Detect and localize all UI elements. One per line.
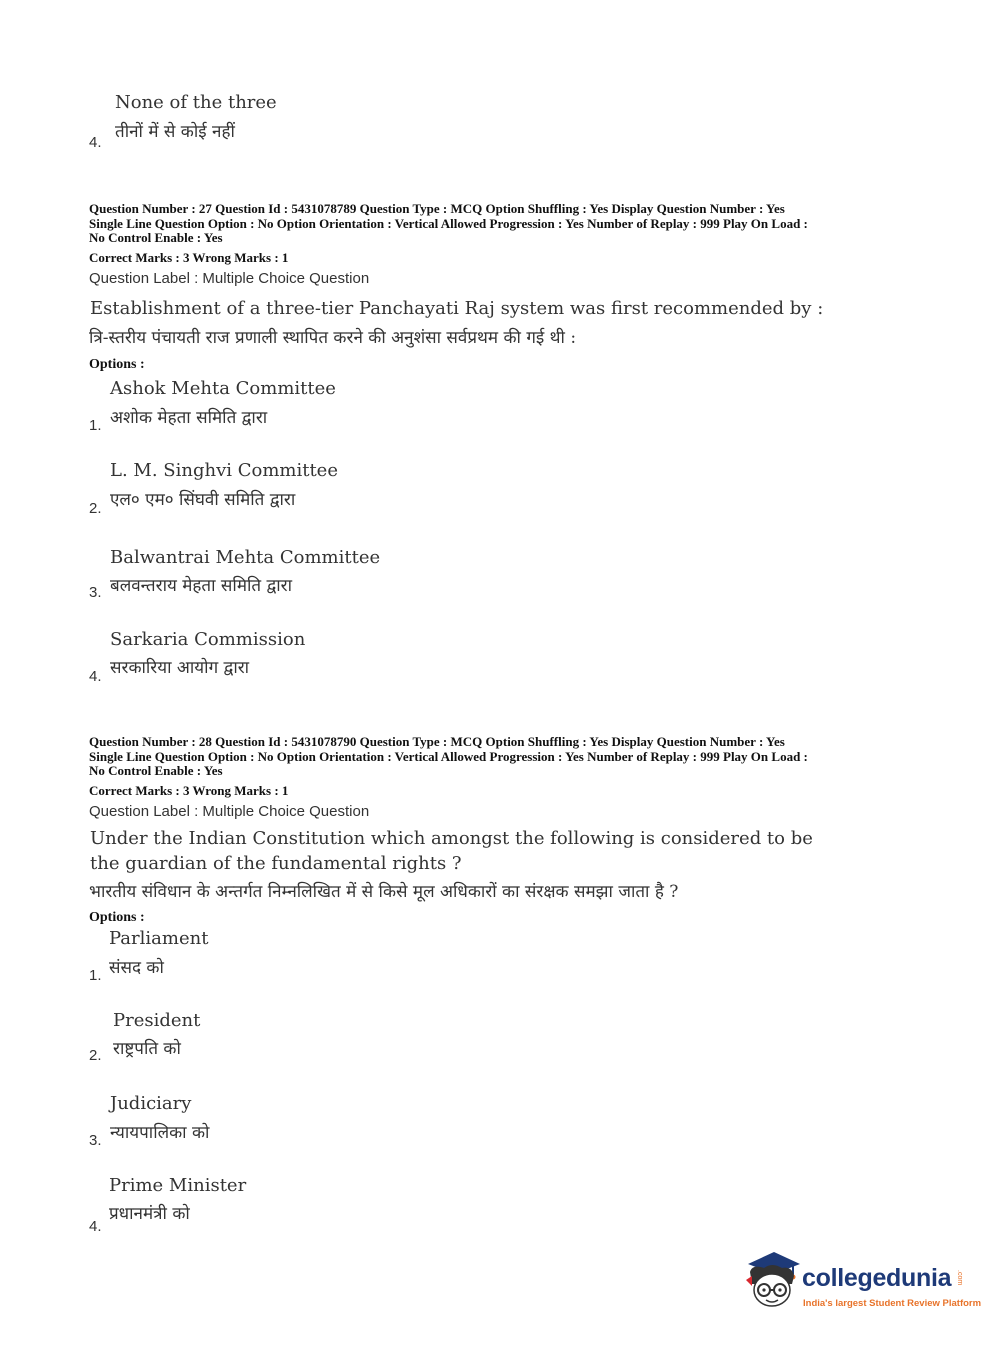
q28-question-text-hi: भारतीय संविधान के अन्तर्गत निम्नलिखित में से किसे मूल अधिकारों का संरक्षक समझा जाता है ? [89, 882, 679, 902]
collegedunia-logo [742, 1250, 982, 1320]
q28-option-2-hi: राष्ट्रपति को [113, 1039, 181, 1059]
q27-question-text-en: Establishment of a three-tier Panchayati Raj system was first recommended by : [90, 298, 824, 319]
q27-option-3-number: 3. [89, 584, 102, 601]
logo-domain-suffix: .com [956, 1270, 963, 1286]
q27-meta-line2: Single Line Question Option : No Option Orientation : Vertical Allowed Progression : Yes Number of Replay : 999 Play On Load : [89, 215, 808, 231]
q28-question-text-en-line2: the guardian of the fundamental rights ? [90, 853, 462, 874]
q27-option-4-number: 4. [89, 668, 102, 685]
q27-meta-line3: No Control Enable : Yes [89, 230, 223, 245]
q28-option-1-hi: संसद को [109, 958, 164, 978]
q27-option-4-hi: सरकारिया आयोग द्वारा [110, 658, 250, 678]
q27-option-1-number: 1. [89, 417, 102, 434]
logo-wordmark: collegedunia [802, 1264, 952, 1292]
q27-question-text-hi: त्रि-स्तरीय पंचायती राज प्रणाली स्थापित करने की अनुशंसा सर्वप्रथम की गई थी : [89, 328, 577, 348]
q28-meta [89, 735, 919, 779]
q27-option-2-number: 2. [89, 500, 102, 517]
q27-marks: Correct Marks : 3 Wrong Marks : 1 [89, 250, 289, 265]
q28-options-label: Options : [89, 910, 145, 925]
q27-meta [89, 202, 919, 246]
q28-meta-line1: Question Number : 28 Question Id : 5431078790 Question Type : MCQ Option Shuffling : Yes Display Question Number : Yes [89, 734, 785, 749]
q28-meta-line3: No Control Enable : Yes [89, 763, 223, 778]
q27-option-1-hi: अशोक मेहता समिति द्वारा [110, 408, 268, 428]
q28-option-1-number: 1. [89, 967, 102, 984]
q28-option-4-number: 4. [89, 1218, 102, 1235]
q28-option-2-number: 2. [89, 1047, 102, 1064]
q28-option-4-hi: प्रधानमंत्री को [109, 1204, 190, 1224]
q28-meta-line2: Single Line Question Option : No Option Orientation : Vertical Allowed Progression : Yes Number of Replay : 999 Play On Load : [89, 748, 808, 764]
q28-question-text-en-line1: Under the Indian Constitution which amongst the following is considered to be [90, 828, 813, 849]
prev-option-4-en: None of the three [115, 92, 277, 113]
q27-option-3-hi: बलवन्तराय मेहता समिति द्वारा [110, 576, 293, 596]
q28-option-3-hi: न्यायपालिका को [110, 1123, 210, 1143]
q28-option-2-en: President [113, 1010, 201, 1031]
q27-option-2-en: L. M. Singhvi Committee [110, 460, 338, 481]
prev-option-4-number: 4. [89, 134, 102, 151]
q28-option-3-en: Judiciary [110, 1093, 192, 1114]
q27-option-4-en: Sarkaria Commission [110, 629, 306, 650]
q27-meta-line1: Question Number : 27 Question Id : 5431078789 Question Type : MCQ Option Shuffling : Yes Display Question Number : Yes [89, 201, 785, 216]
q27-options-label: Options : [89, 357, 145, 372]
q27-option-1-en: Ashok Mehta Committee [110, 378, 336, 399]
q27-question-label: Question Label : Multiple Choice Question [89, 270, 370, 287]
q27-option-3-en: Balwantrai Mehta Committee [110, 547, 381, 568]
logo-tagline: India's largest Student Review Platform [803, 1298, 982, 1309]
mascot-icon [742, 1250, 802, 1316]
q27-option-2-hi: एल० एम० सिंघवी समिति द्वारा [110, 490, 296, 510]
q28-question-label: Question Label : Multiple Choice Question [89, 803, 370, 820]
q28-option-4-en: Prime Minister [109, 1175, 247, 1196]
q28-marks: Correct Marks : 3 Wrong Marks : 1 [89, 783, 289, 798]
q28-option-3-number: 3. [89, 1132, 102, 1149]
prev-option-4-hi: तीनों में से कोई नहीं [115, 122, 235, 142]
q28-option-1-en: Parliament [109, 928, 209, 949]
